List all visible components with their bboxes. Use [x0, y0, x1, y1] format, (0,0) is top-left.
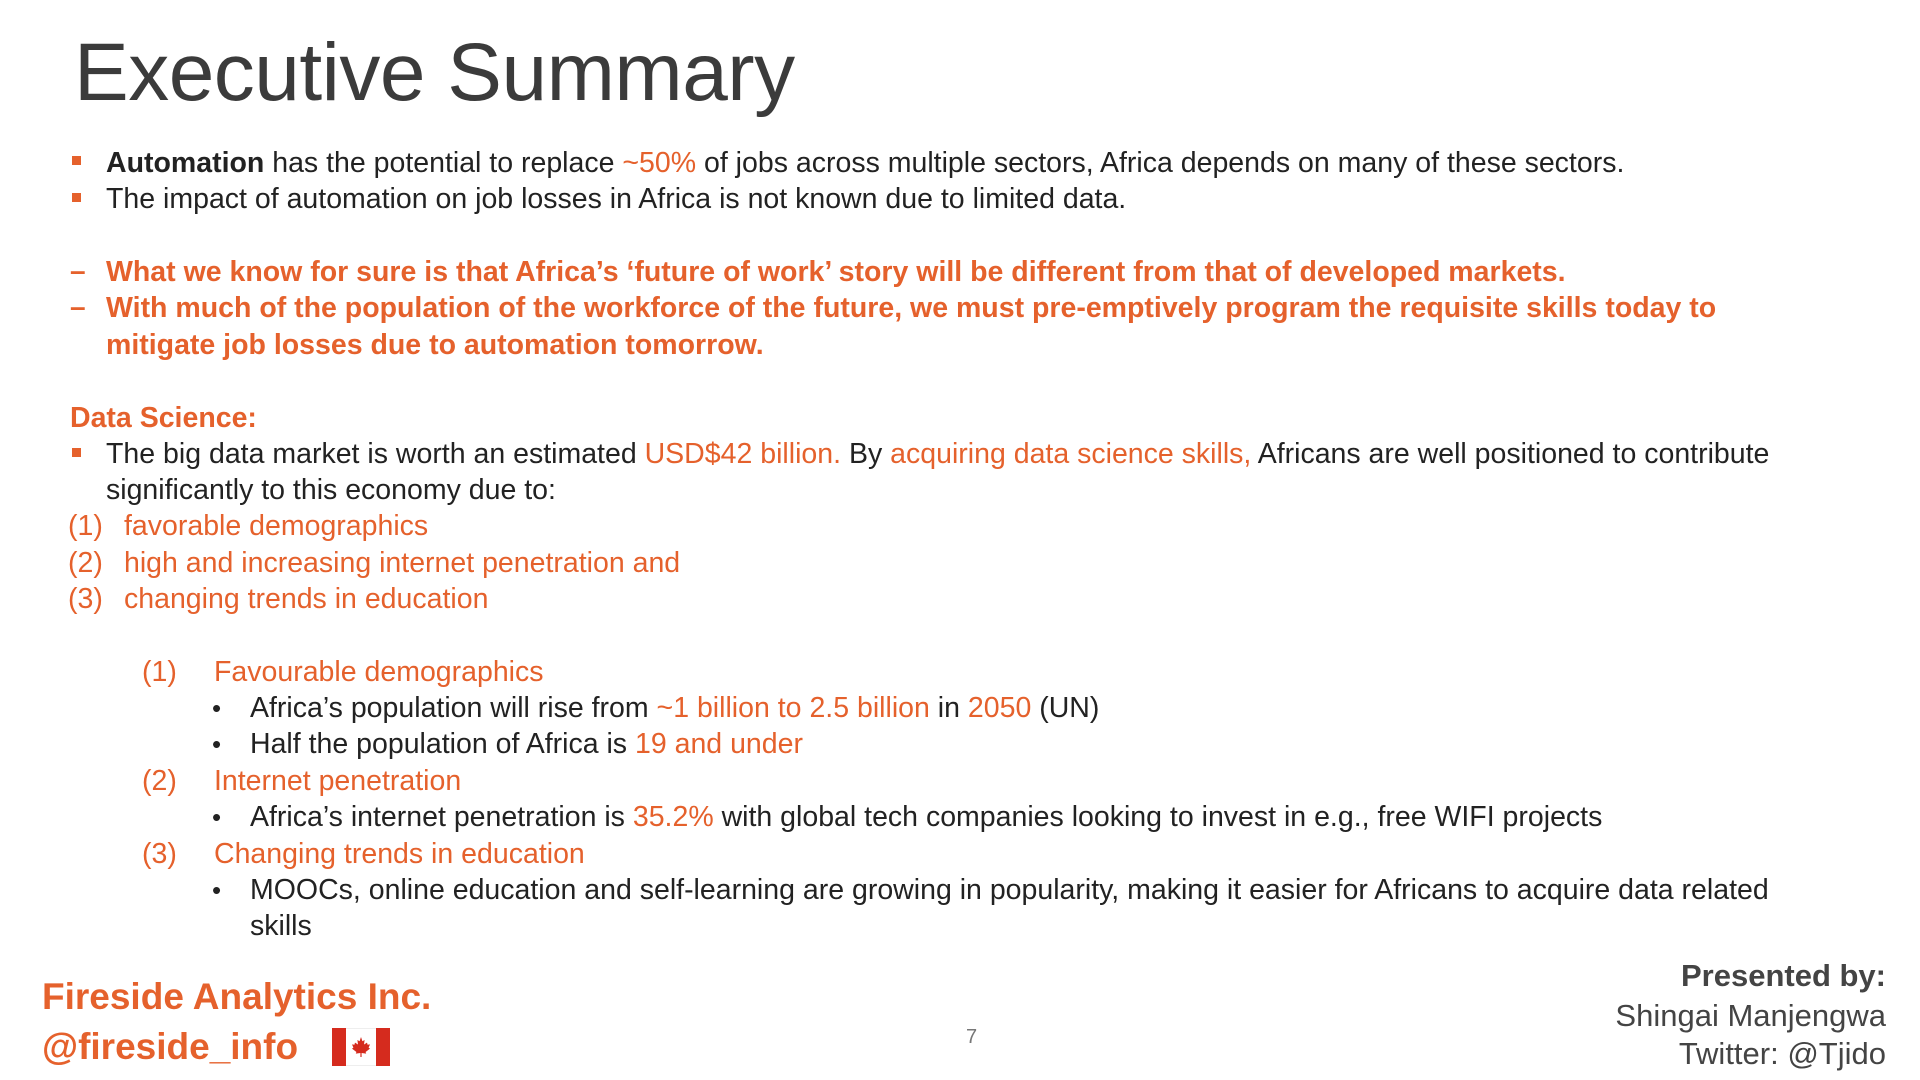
detail-title: Favourable demographics — [214, 656, 544, 688]
detail-bullet — [250, 690, 1099, 726]
page-number: 7 — [966, 1026, 978, 1048]
presenter-twitter: Twitter: @Tjido — [1678, 1036, 1886, 1071]
detail-highlight: ~1 billion — [656, 692, 770, 724]
intro-text: has the potential to replace — [264, 147, 623, 179]
square-bullet-icon — [72, 156, 81, 165]
detail-highlight: 35.2% — [632, 801, 714, 833]
detail-text: in — [929, 692, 968, 724]
reason-item: changing trends in education — [124, 583, 489, 615]
round-bullet-icon: • — [212, 729, 222, 759]
page-title: Executive Summary — [74, 27, 795, 118]
intro-text: of jobs across multiple sectors, Africa depends on many of these sectors. — [696, 147, 1625, 179]
square-bullet-icon — [72, 193, 81, 202]
detail-number: (3) — [142, 838, 177, 870]
automation-label: Automation — [106, 147, 265, 179]
market-value: USD$42 billion. — [644, 438, 842, 470]
intro-bullet-1 — [106, 145, 1624, 181]
detail-title: Changing trends in education — [214, 838, 585, 870]
detail-text: with global tech companies looking to invest in e.g., free WIFI projects — [713, 801, 1603, 833]
reason-number: (1) — [68, 510, 103, 542]
reason-number: (3) — [68, 583, 103, 615]
detail-number: (2) — [142, 765, 177, 797]
brand-name: Fireside Analytics Inc. — [42, 976, 432, 1017]
data-science-paragraph-line-1 — [106, 436, 1769, 472]
square-bullet-icon — [72, 448, 81, 457]
paragraph-text: Africans are well positioned to contribute — [1251, 438, 1770, 470]
canada-flag-icon — [332, 1028, 390, 1066]
round-bullet-icon: • — [212, 875, 222, 905]
dash-bullet-icon: – — [70, 255, 86, 286]
detail-bullet-line-2: skills — [250, 910, 312, 942]
data-science-paragraph-line-2: significantly to this economy due to: — [106, 474, 556, 506]
detail-text: Africa’s population will rise from — [250, 692, 657, 724]
presented-by-label: Presented by: — [1680, 958, 1886, 993]
detail-highlight: 19 and under — [634, 728, 803, 760]
dash-bullet-icon: – — [70, 291, 86, 322]
detail-highlight: 2050 — [967, 692, 1032, 724]
reason-item: high and increasing internet penetration and — [124, 547, 681, 579]
skills-highlight: acquiring data science skills, — [890, 438, 1252, 470]
reason-item: favorable demographics — [124, 510, 429, 542]
detail-bullet — [250, 799, 1602, 835]
detail-title: Internet penetration — [214, 765, 462, 797]
detail-text: Africa’s internet penetration is — [250, 801, 633, 833]
detail-text: (UN) — [1031, 692, 1100, 724]
detail-text: Half the population of Africa is — [250, 728, 635, 760]
detail-highlight: 2.5 billion — [809, 692, 930, 724]
highlight-value: ~50% — [622, 147, 697, 179]
reason-number: (2) — [68, 547, 103, 579]
round-bullet-icon: • — [212, 802, 222, 832]
key-point-2-line-1: With much of the population of the workforce of the future, we must pre-emptively program the requisite skills today to — [106, 292, 1717, 324]
paragraph-text: The big data market is worth an estimated — [106, 438, 645, 470]
key-point-1: What we know for sure is that Africa’s ‘future of work’ story will be different from that of developed markets. — [106, 256, 1566, 288]
paragraph-text: By — [841, 438, 891, 470]
detail-text: to — [769, 692, 810, 724]
brand-handle: @fireside_info — [42, 1026, 299, 1067]
section-heading: Data Science: — [70, 402, 257, 434]
presenter-name: Shingai Manjengwa — [1615, 998, 1886, 1033]
key-point-2-line-2: mitigate job losses due to automation tomorrow. — [106, 329, 764, 361]
round-bullet-icon: • — [212, 693, 222, 723]
intro-bullet-2: The impact of automation on job losses in Africa is not known due to limited data. — [106, 183, 1127, 215]
detail-number: (1) — [142, 656, 177, 688]
detail-bullet — [250, 726, 803, 762]
detail-bullet-line-1: MOOCs, online education and self-learning are growing in popularity, making it easier for Africans to acquire data related — [250, 874, 1769, 906]
